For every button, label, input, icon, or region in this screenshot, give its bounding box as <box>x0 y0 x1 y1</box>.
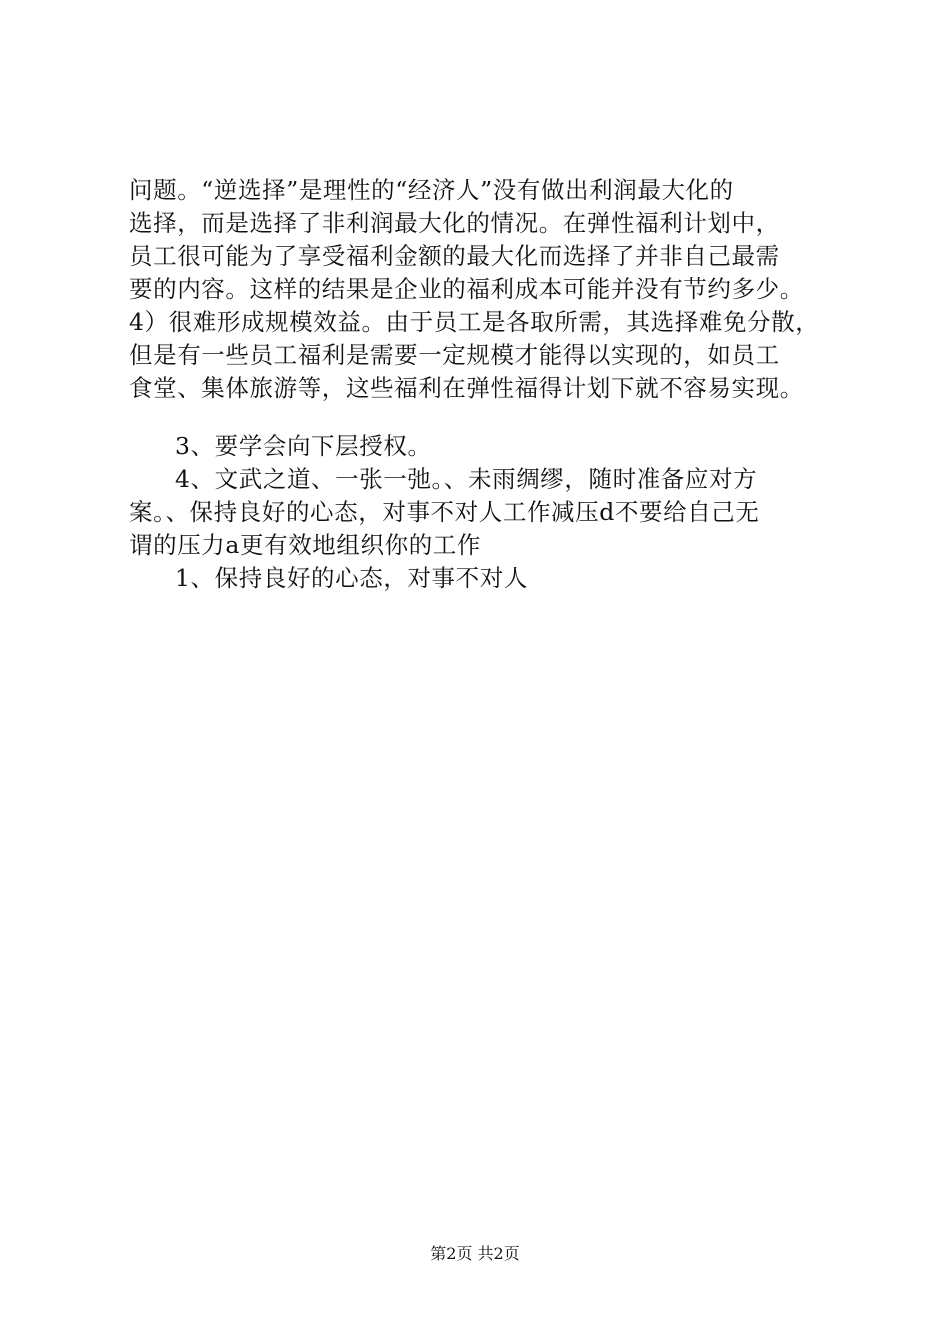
body-text <box>129 174 834 595</box>
paragraph-line: 4）很难形成规模效益。由于员工是各取所需，其选择难免分散， <box>129 308 820 336</box>
paragraph-line: 问题。“逆选择”是理性的“经济人”没有做出利润最大化的 <box>129 176 734 204</box>
list-item-4-line: 4、文武之道、一张一弛。、未雨绸缪，随时准备应对方 <box>175 465 758 493</box>
paragraph-line: 员工很可能为了享受福利金额的最大化而选择了并非自己最需 <box>129 242 780 270</box>
list-item-4-line: 案。、保持良好的心态，对事不对人工作减压d不要给自己无 <box>129 498 760 526</box>
list-item-1: 1、保持良好的心态，对事不对人 <box>175 564 528 592</box>
paragraph-line: 食堂、集体旅游等，这些福利在弹性福得计划下就不容易实现。 <box>129 374 804 402</box>
list-item-4-line: 谓的压力a更有效地组织你的工作 <box>129 531 482 559</box>
page-footer: 第2页 共2页 <box>430 1244 520 1263</box>
paragraph-line: 要的内容。这样的结果是企业的福利成本可能并没有节约多少。 <box>129 275 804 303</box>
list-item-3: 3、要学会向下层授权。 <box>175 432 432 460</box>
paragraph-line: 选择，而是选择了非利润最大化的情况。在弹性福利计划中， <box>129 209 780 237</box>
paragraph-line: 但是有一些员工福利是需要一定规模才能得以实现的，如员工 <box>129 341 780 369</box>
